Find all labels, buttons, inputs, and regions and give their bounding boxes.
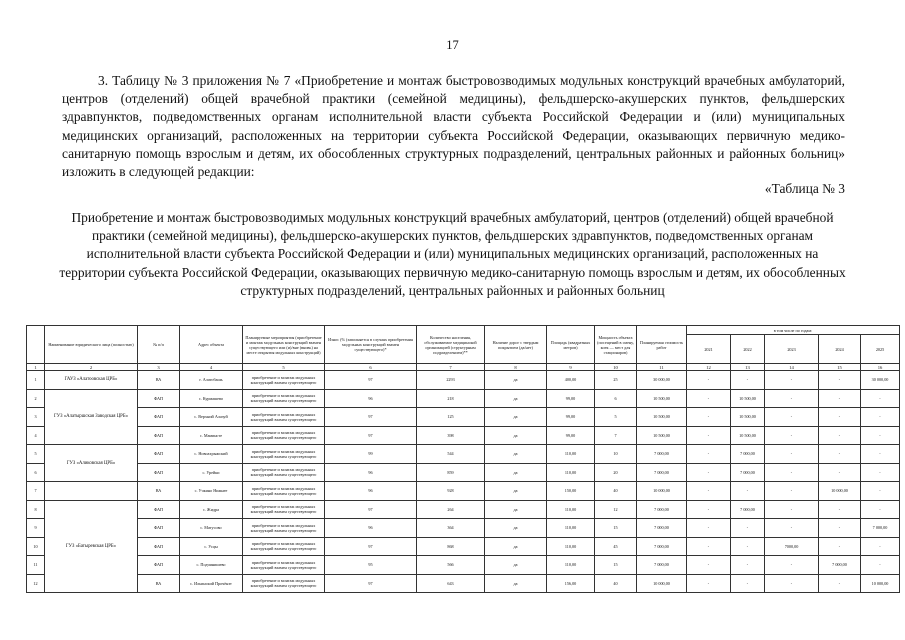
year-2021-cell: - — [687, 556, 731, 575]
capacity-cell: 20 — [595, 463, 637, 482]
year-2024-cell: - — [819, 537, 861, 556]
activity-cell: приобретение и монтаж модульных конструкций взамен существующего — [243, 445, 325, 464]
year-2025-cell: - — [861, 408, 900, 427]
column-number-cell: 7 — [417, 364, 485, 371]
activity-cell: приобретение и монтаж модульных конструкций взамен существующего — [243, 389, 325, 408]
address-cell: с. Подчинишево — [180, 556, 243, 575]
year-2024-cell: - — [819, 389, 861, 408]
legal-entity-cell: ГУЗ «Алатыршская Заводская ЦРБ» — [45, 389, 138, 445]
area-cell: 110,00 — [547, 537, 595, 556]
table-header-row — [27, 326, 900, 335]
year-2025-cell: - — [861, 426, 900, 445]
roads-cell: да — [485, 556, 547, 575]
year-2025-cell: 30 000,00 — [861, 371, 900, 390]
year-2021-cell: - — [687, 574, 731, 593]
capacity-cell: 40 — [595, 482, 637, 501]
column-number-cell: 1 — [27, 364, 45, 371]
year-2022-cell: 7 000,00 — [731, 445, 765, 464]
year-2023-cell: - — [765, 371, 819, 390]
capacity-cell: 6 — [595, 389, 637, 408]
year-2023-cell: - — [765, 519, 819, 538]
cost-cell: 7 000,00 — [637, 463, 687, 482]
year-2023-cell: - — [765, 408, 819, 427]
column-number-row — [27, 364, 900, 371]
header-capacity: Мощность объекта (посещений в смену, коек — мест для стационаров) — [595, 326, 637, 364]
column-number-cell: 5 — [243, 364, 325, 371]
object-type-cell: ФАП — [138, 519, 180, 538]
population-cell: 859 — [417, 463, 485, 482]
cost-cell: 7 000,00 — [637, 445, 687, 464]
column-number-cell: 14 — [765, 364, 819, 371]
row-number-cell: 8 — [27, 500, 45, 519]
year-2025-cell: 7 000,00 — [861, 519, 900, 538]
header-population: Количество населения, обслуживаемое медицинской организацией (структурным подразделением)** — [417, 326, 485, 364]
activity-cell: приобретение и монтаж модульных конструкций взамен существующего — [243, 371, 325, 390]
object-type-cell: ВА — [138, 482, 180, 501]
address-cell: с. Ильинский Прочёнзт — [180, 574, 243, 593]
cost-cell: 7 000,00 — [637, 556, 687, 575]
table-body — [27, 371, 900, 593]
activity-cell: приобретение и монтаж модульных конструкций взамен существующего — [243, 482, 325, 501]
roads-cell: да — [485, 371, 547, 390]
table-caption: «Таблица № 3 — [764, 181, 845, 196]
table-row — [27, 519, 900, 538]
roads-cell: да — [485, 537, 547, 556]
cost-cell: 10 500,00 — [637, 389, 687, 408]
population-cell: 364 — [417, 519, 485, 538]
year-2023-cell: - — [765, 463, 819, 482]
activity-cell: приобретение и монтаж модульных конструкций взамен существующего — [243, 519, 325, 538]
cost-cell: 7 000,00 — [637, 537, 687, 556]
population-cell: 566 — [417, 556, 485, 575]
roads-cell: да — [485, 426, 547, 445]
area-cell: 110,00 — [547, 500, 595, 519]
object-type-cell: ФАП — [138, 463, 180, 482]
header-legal-entity: Наименование юридического лица (полностью) — [45, 326, 138, 364]
header-address: Адрес объекта — [180, 326, 243, 364]
row-number-cell: 12 — [27, 574, 45, 593]
year-2021-cell: - — [687, 519, 731, 538]
page-number: 17 — [446, 38, 459, 52]
capacity-cell: 15 — [595, 519, 637, 538]
header-year: 2024 — [819, 335, 861, 364]
year-2023-cell: 7000,00 — [765, 537, 819, 556]
area-cell: 400,00 — [547, 371, 595, 390]
year-2022-cell: 10 500,00 — [731, 426, 765, 445]
year-2024-cell: - — [819, 371, 861, 390]
activity-cell: приобретение и монтаж модульных конструкций взамен существующего — [243, 426, 325, 445]
population-cell: 643 — [417, 574, 485, 593]
year-2025-cell: - — [861, 482, 900, 501]
year-2024-cell: - — [819, 426, 861, 445]
year-2021-cell: - — [687, 426, 731, 445]
column-number-cell: 16 — [861, 364, 900, 371]
roads-cell: да — [485, 389, 547, 408]
address-cell: г. Алатобашь — [180, 371, 243, 390]
address-cell: с. Курмашево — [180, 389, 243, 408]
column-number-cell: 15 — [819, 364, 861, 371]
roads-cell: да — [485, 519, 547, 538]
area-cell: 110,00 — [547, 445, 595, 464]
cost-cell: 30 000,00 — [637, 371, 687, 390]
data-table — [26, 325, 900, 593]
row-number-cell: 5 — [27, 445, 45, 464]
column-number-cell: 9 — [547, 364, 595, 371]
area-cell: 110,00 — [547, 463, 595, 482]
table-title: Приобретение и монтаж быстровозводимых модульных конструкций врачебных амбулаторий, центров (отделений) общей врачебной практики (семейной медицины), фельдшерско-акушерских пунктов, фельдшерских здравпунктов, подведомственных органам исполнительной власти субъекта Российской Федерации и (или) муниципальных медицинских организаций, расположенных на территории субъекта Российской Федерации, оказывающих первичную медико-санитарную помощь взрослым и детям, их обособленных структурных подразделений, центральных районных и районных больниц — [59, 210, 846, 298]
row-number-cell: 6 — [27, 463, 45, 482]
capacity-cell: 15 — [595, 556, 637, 575]
legal-entity-cell — [45, 482, 138, 501]
year-2022-cell: - — [731, 371, 765, 390]
address-cell: с. Верхний Алазуй — [180, 408, 243, 427]
year-2024-cell: - — [819, 408, 861, 427]
year-2021-cell: - — [687, 445, 731, 464]
year-2024-cell: 7 000,00 — [819, 556, 861, 575]
capacity-cell: 45 — [595, 537, 637, 556]
column-number-cell: 6 — [325, 364, 417, 371]
object-type-cell: ФАП — [138, 426, 180, 445]
activity-cell: приобретение и монтаж модульных конструкций взамен существующего — [243, 408, 325, 427]
year-2024-cell: - — [819, 463, 861, 482]
header-cost: Планируемая стоимость работ — [637, 326, 687, 364]
year-2022-cell: - — [731, 482, 765, 501]
wear-cell: 97 — [325, 537, 417, 556]
year-2025-cell: - — [861, 537, 900, 556]
cost-cell: 10 000,00 — [637, 574, 687, 593]
year-2023-cell: - — [765, 482, 819, 501]
legal-entity-cell: ГУЗ «Батыревская ЦРБ» — [45, 500, 138, 593]
object-type-cell: ФАП — [138, 408, 180, 427]
year-2024-cell: - — [819, 445, 861, 464]
capacity-cell: 5 — [595, 408, 637, 427]
header-area: Площадь (квадратных метров) — [547, 326, 595, 364]
year-2024-cell: - — [819, 500, 861, 519]
activity-cell: приобретение и монтаж модульных конструкций взамен существующего — [243, 537, 325, 556]
table-row — [27, 371, 900, 390]
capacity-cell: 10 — [595, 445, 637, 464]
table-row — [27, 408, 900, 427]
year-2025-cell: - — [861, 445, 900, 464]
header-year: 2025 — [861, 335, 900, 364]
year-2022-cell: 10 500,00 — [731, 408, 765, 427]
header-blank — [27, 326, 45, 364]
address-cell: с. Урейки — [180, 463, 243, 482]
area-cell: 110,00 — [547, 519, 595, 538]
table-row — [27, 556, 900, 575]
year-2022-cell: - — [731, 519, 765, 538]
population-cell: 544 — [417, 445, 485, 464]
year-2025-cell: - — [861, 463, 900, 482]
year-2023-cell: - — [765, 556, 819, 575]
wear-cell: 96 — [325, 519, 417, 538]
row-number-cell: 3 — [27, 408, 45, 427]
year-2023-cell: - — [765, 445, 819, 464]
cost-cell: 7 000,00 — [637, 500, 687, 519]
table-row — [27, 537, 900, 556]
body-paragraph: 3. Таблицу № 3 приложения № 7 «Приобретение и монтаж быстровозводимых модульных конструкций врачебных амбулаторий, центров (отделений) общей врачебной практики (семейной медицины), фельдшерско-акушерских пунктов, фельдшерских здравпунктов, подведомственных органам исполнительной власти субъекта Российской Федерации и (или) муниципальных медицинских организаций, расположенных на территории субъекта Российской Федерации, оказывающих первичную медико-санитарную помощь взрослым и детям, их обособленных структурных подразделений, центральных районных и районных больниц» изложить в следующей редакции: — [62, 73, 845, 180]
capacity-cell: 25 — [595, 371, 637, 390]
wear-cell: 96 — [325, 463, 417, 482]
year-2023-cell: - — [765, 574, 819, 593]
object-type-cell: ФАП — [138, 556, 180, 575]
legal-entity-cell: ГУЗ «Аликовская ЦРБ» — [45, 445, 138, 482]
year-2021-cell: - — [687, 482, 731, 501]
address-cell: с. Жидра — [180, 500, 243, 519]
object-type-cell: ФАП — [138, 445, 180, 464]
year-2021-cell: - — [687, 371, 731, 390]
wear-cell: 97 — [325, 408, 417, 427]
year-2021-cell: - — [687, 389, 731, 408]
row-number-cell: 10 — [27, 537, 45, 556]
header-row-number: № п/п — [138, 326, 180, 364]
roads-cell: да — [485, 463, 547, 482]
capacity-cell: 7 — [595, 426, 637, 445]
activity-cell: приобретение и монтаж модульных конструкций взамен существующего — [243, 574, 325, 593]
population-cell: 398 — [417, 426, 485, 445]
object-type-cell: ВА — [138, 371, 180, 390]
year-2025-cell: - — [861, 556, 900, 575]
year-2021-cell: - — [687, 537, 731, 556]
column-number-cell: 8 — [485, 364, 547, 371]
wear-cell: 99 — [325, 445, 417, 464]
header-wear: Износ (% (заполняется в случаях приобретения модульных конструкций взамен существующего)* — [325, 326, 417, 364]
wear-cell: 97 — [325, 574, 417, 593]
column-number-cell: 12 — [687, 364, 731, 371]
legal-entity-cell: ГАУЗ «Алатоовская ЦРБ» — [45, 371, 138, 390]
population-cell: 2293 — [417, 371, 485, 390]
row-number-cell: 4 — [27, 426, 45, 445]
object-type-cell: ФАП — [138, 537, 180, 556]
activity-cell: приобретение и монтаж модульных конструкций взамен существующего — [243, 500, 325, 519]
area-cell: 99,00 — [547, 389, 595, 408]
roads-cell: да — [485, 500, 547, 519]
year-2022-cell: 7 000,00 — [731, 500, 765, 519]
area-cell: 99,00 — [547, 426, 595, 445]
table-row — [27, 482, 900, 501]
year-2024-cell: 10 000,00 — [819, 482, 861, 501]
roads-cell: да — [485, 482, 547, 501]
capacity-cell: 12 — [595, 500, 637, 519]
table-row — [27, 426, 900, 445]
header-roads: Наличие дорог с твердым покрытием (да/нет) — [485, 326, 547, 364]
area-cell: 150,00 — [547, 482, 595, 501]
year-2025-cell: - — [861, 389, 900, 408]
row-number-cell: 1 — [27, 371, 45, 390]
wear-cell: 95 — [325, 556, 417, 575]
row-number-cell: 2 — [27, 389, 45, 408]
year-2021-cell: - — [687, 408, 731, 427]
year-2021-cell: - — [687, 500, 731, 519]
wear-cell: 96 — [325, 482, 417, 501]
area-cell: 110,00 — [547, 556, 595, 575]
population-cell: 125 — [417, 408, 485, 427]
address-cell: с. Учкино Нижнее — [180, 482, 243, 501]
wear-cell: 97 — [325, 426, 417, 445]
column-number-cell: 3 — [138, 364, 180, 371]
header-year: 2021 — [687, 335, 731, 364]
year-2023-cell: - — [765, 389, 819, 408]
header-year-group: в том числе по годам: — [687, 326, 900, 335]
year-2022-cell: - — [731, 556, 765, 575]
column-number-cell: 11 — [637, 364, 687, 371]
year-2022-cell: 7 000,00 — [731, 463, 765, 482]
table-row — [27, 389, 900, 408]
row-number-cell: 7 — [27, 482, 45, 501]
address-cell: с. Матусово — [180, 519, 243, 538]
year-2023-cell: - — [765, 500, 819, 519]
object-type-cell: ФАП — [138, 389, 180, 408]
header-year: 2022 — [731, 335, 765, 364]
wear-cell: 96 — [325, 389, 417, 408]
year-2025-cell: 10 000,00 — [861, 574, 900, 593]
object-type-cell: ФАП — [138, 500, 180, 519]
activity-cell: приобретение и монтаж модульных конструкций взамен существующего — [243, 463, 325, 482]
table-row — [27, 463, 900, 482]
year-2024-cell: - — [819, 519, 861, 538]
column-number-cell: 13 — [731, 364, 765, 371]
year-2023-cell: - — [765, 426, 819, 445]
cost-cell: 10 500,00 — [637, 408, 687, 427]
year-2022-cell: 10 500,00 — [731, 389, 765, 408]
column-number-cell: 2 — [45, 364, 138, 371]
population-cell: 218 — [417, 389, 485, 408]
roads-cell: да — [485, 574, 547, 593]
year-2022-cell: - — [731, 537, 765, 556]
cost-cell: 10 000,00 — [637, 482, 687, 501]
table-row — [27, 500, 900, 519]
address-cell: с. Усцы — [180, 537, 243, 556]
activity-cell: приобретение и монтаж модульных конструкций взамен существующего — [243, 556, 325, 575]
area-cell: 99,00 — [547, 408, 595, 427]
capacity-cell: 40 — [595, 574, 637, 593]
year-2021-cell: - — [687, 463, 731, 482]
table-container — [26, 325, 889, 593]
wear-cell: 97 — [325, 371, 417, 390]
row-number-cell: 11 — [27, 556, 45, 575]
table-row — [27, 574, 900, 593]
row-number-cell: 9 — [27, 519, 45, 538]
column-number-cell: 4 — [180, 364, 243, 371]
population-cell: 264 — [417, 500, 485, 519]
year-2024-cell: - — [819, 574, 861, 593]
roads-cell: да — [485, 408, 547, 427]
year-2025-cell: - — [861, 500, 900, 519]
address-cell: с. Маминсте — [180, 426, 243, 445]
column-number-cell: 10 — [595, 364, 637, 371]
object-type-cell: ВА — [138, 574, 180, 593]
area-cell: 156,00 — [547, 574, 595, 593]
wear-cell: 97 — [325, 500, 417, 519]
header-activity: Планируемые мероприятия (приобретение и монтаж модульных конструкций взамен существующего или (и)/вне (вновь) на месте открытия модульных конструкций) — [243, 326, 325, 364]
year-2022-cell: - — [731, 574, 765, 593]
cost-cell: 10 500,00 — [637, 426, 687, 445]
table-row — [27, 445, 900, 464]
header-year: 2023 — [765, 335, 819, 364]
address-cell: с. Новоахрыжский — [180, 445, 243, 464]
roads-cell: да — [485, 445, 547, 464]
cost-cell: 7 000,00 — [637, 519, 687, 538]
population-cell: 868 — [417, 537, 485, 556]
population-cell: 928 — [417, 482, 485, 501]
